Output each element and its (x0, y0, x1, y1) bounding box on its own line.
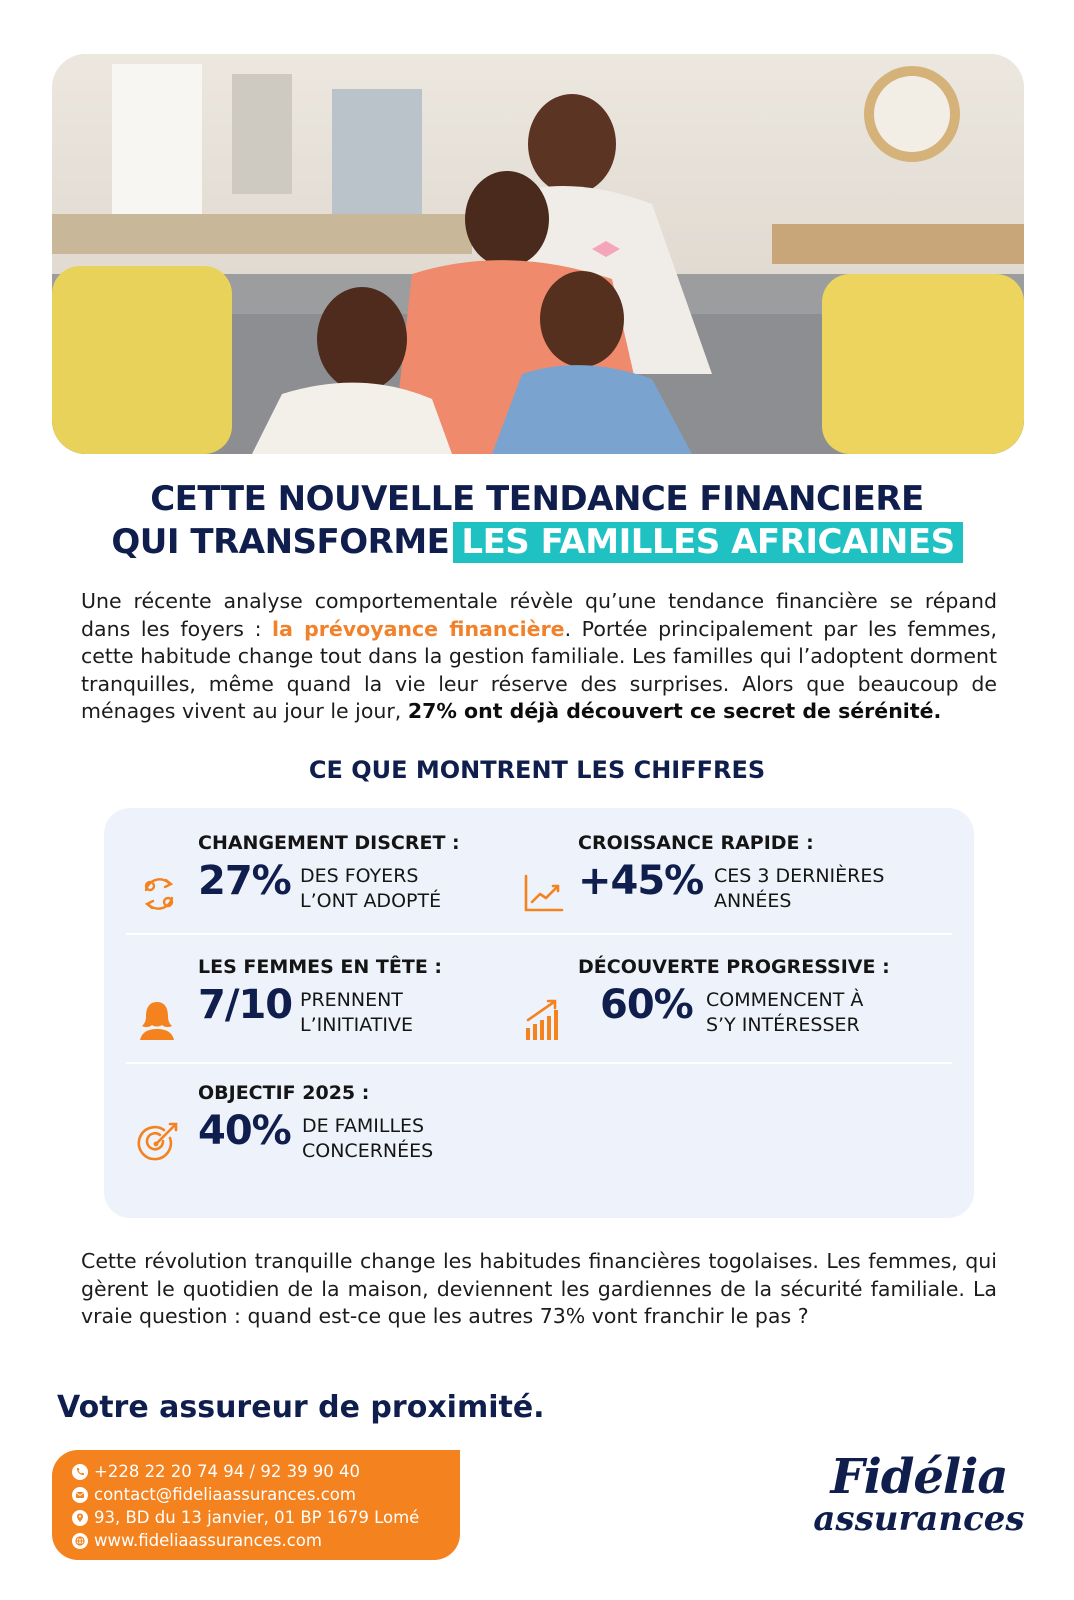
intro-paragraph (81, 588, 997, 726)
stats-divider (126, 933, 952, 935)
stat-description (300, 864, 441, 914)
contact-email-text: contact@fideliaassurances.com (94, 1485, 356, 1504)
stat-description-line: PRENNENT (300, 989, 403, 1011)
stat-description (706, 988, 863, 1038)
contact-phone[interactable] (72, 1460, 460, 1483)
stat-description-line: L’INITIATIVE (300, 1014, 413, 1036)
outro-paragraph: Cette révolution tranquille change les habitudes financières togolaises. Les femmes, qui gèrent le quotidien de la maison, deviennent les gardiennes de la sécurité familiale. La vraie question : quand est-ce que les autres 73% vont franchir le pas ? (81, 1249, 997, 1328)
stat-description (300, 988, 413, 1038)
stat-description-line: DES FOYERS (300, 865, 419, 887)
stat-description-line: S’Y INTÉRESSER (706, 1014, 860, 1036)
logo-brand: Fidélia (830, 1449, 1008, 1505)
headline-line-2 (0, 521, 1074, 564)
stat-label: CROISSANCE RAPIDE : (578, 832, 814, 854)
stat-value: 40% (198, 1108, 291, 1154)
stat-label: DÉCOUVERTE PROGRESSIVE : (578, 956, 890, 978)
stat-description-line: DE FAMILLES (302, 1115, 425, 1137)
cycle-icon (136, 872, 182, 916)
phone-icon (72, 1464, 88, 1480)
stat-description-line: CES 3 DERNIÈRES (714, 865, 885, 887)
contact-address (72, 1506, 460, 1529)
stat-value: +45% (578, 858, 704, 904)
logo-sub: assurances (813, 1499, 1025, 1539)
intro-part-1: Une récente analyse comportementale révèle qu’une tendance financière se répand dans les foyers : (81, 589, 997, 641)
stat-description (302, 1114, 433, 1164)
hero-photo (52, 54, 1024, 454)
target-icon (136, 1120, 182, 1166)
stats-card (104, 808, 974, 1218)
headline (0, 478, 1074, 564)
stat-description (714, 864, 884, 914)
stat-label: OBJECTIF 2025 : (198, 1082, 370, 1104)
contact-box (52, 1450, 460, 1560)
contact-address-text: 93, BD du 13 janvier, 01 BP 1679 Lomé (94, 1508, 420, 1527)
stat-value: 7/10 (198, 982, 293, 1028)
headline-line-1: CETTE NOUVELLE TENDANCE FINANCIERE (150, 479, 924, 519)
headline-prefix: QUI TRANSFORME (111, 522, 450, 562)
stat-value: 60% (600, 982, 693, 1028)
stat-label: LES FEMMES EN TÊTE : (198, 956, 443, 978)
intro-part-2: . Portée principalement par les femmes, cette habitude change tout dans la gestion familiale. Les familles qui l’adoptent dorment tranquilles, même quand la vie leur réserve des surprises. Alors que beaucoup de ménages vivent au jour le jour, (81, 616, 997, 723)
stat-description-line: COMMENCENT À (706, 989, 864, 1011)
stat-description-line: L’ONT ADOPTÉ (300, 890, 442, 912)
section-title: CE QUE MONTRENT LES CHIFFRES (308, 756, 766, 784)
stat-description-line: ANNÉES (714, 890, 792, 912)
stat-value: 27% (198, 858, 291, 904)
line-chart-icon (522, 872, 564, 914)
tagline: Votre assureur de proximité. (57, 1390, 545, 1425)
contact-website[interactable] (72, 1529, 460, 1552)
globe-icon (72, 1533, 88, 1549)
headline-highlight: LES FAMILLES AFRICAINES (453, 522, 962, 563)
contact-website-text: www.fideliaassurances.com (94, 1531, 322, 1550)
family-photo-icon (52, 54, 1024, 454)
location-pin-icon (72, 1510, 88, 1526)
contact-email[interactable] (72, 1483, 460, 1506)
email-icon (72, 1487, 88, 1503)
stat-description-line: CONCERNÉES (302, 1140, 434, 1162)
stat-label: CHANGEMENT DISCRET : (198, 832, 460, 854)
stats-divider (126, 1062, 952, 1064)
intro-highlight: la prévoyance financière (272, 616, 565, 641)
fidelia-logo (808, 1449, 1030, 1539)
bar-growth-icon (524, 998, 564, 1042)
contact-phone-text: +228 22 20 74 94 / 92 39 90 40 (94, 1462, 361, 1481)
intro-bold: 27% ont déjà découvert ce secret de sérénité. (407, 699, 942, 723)
woman-icon (136, 998, 178, 1042)
